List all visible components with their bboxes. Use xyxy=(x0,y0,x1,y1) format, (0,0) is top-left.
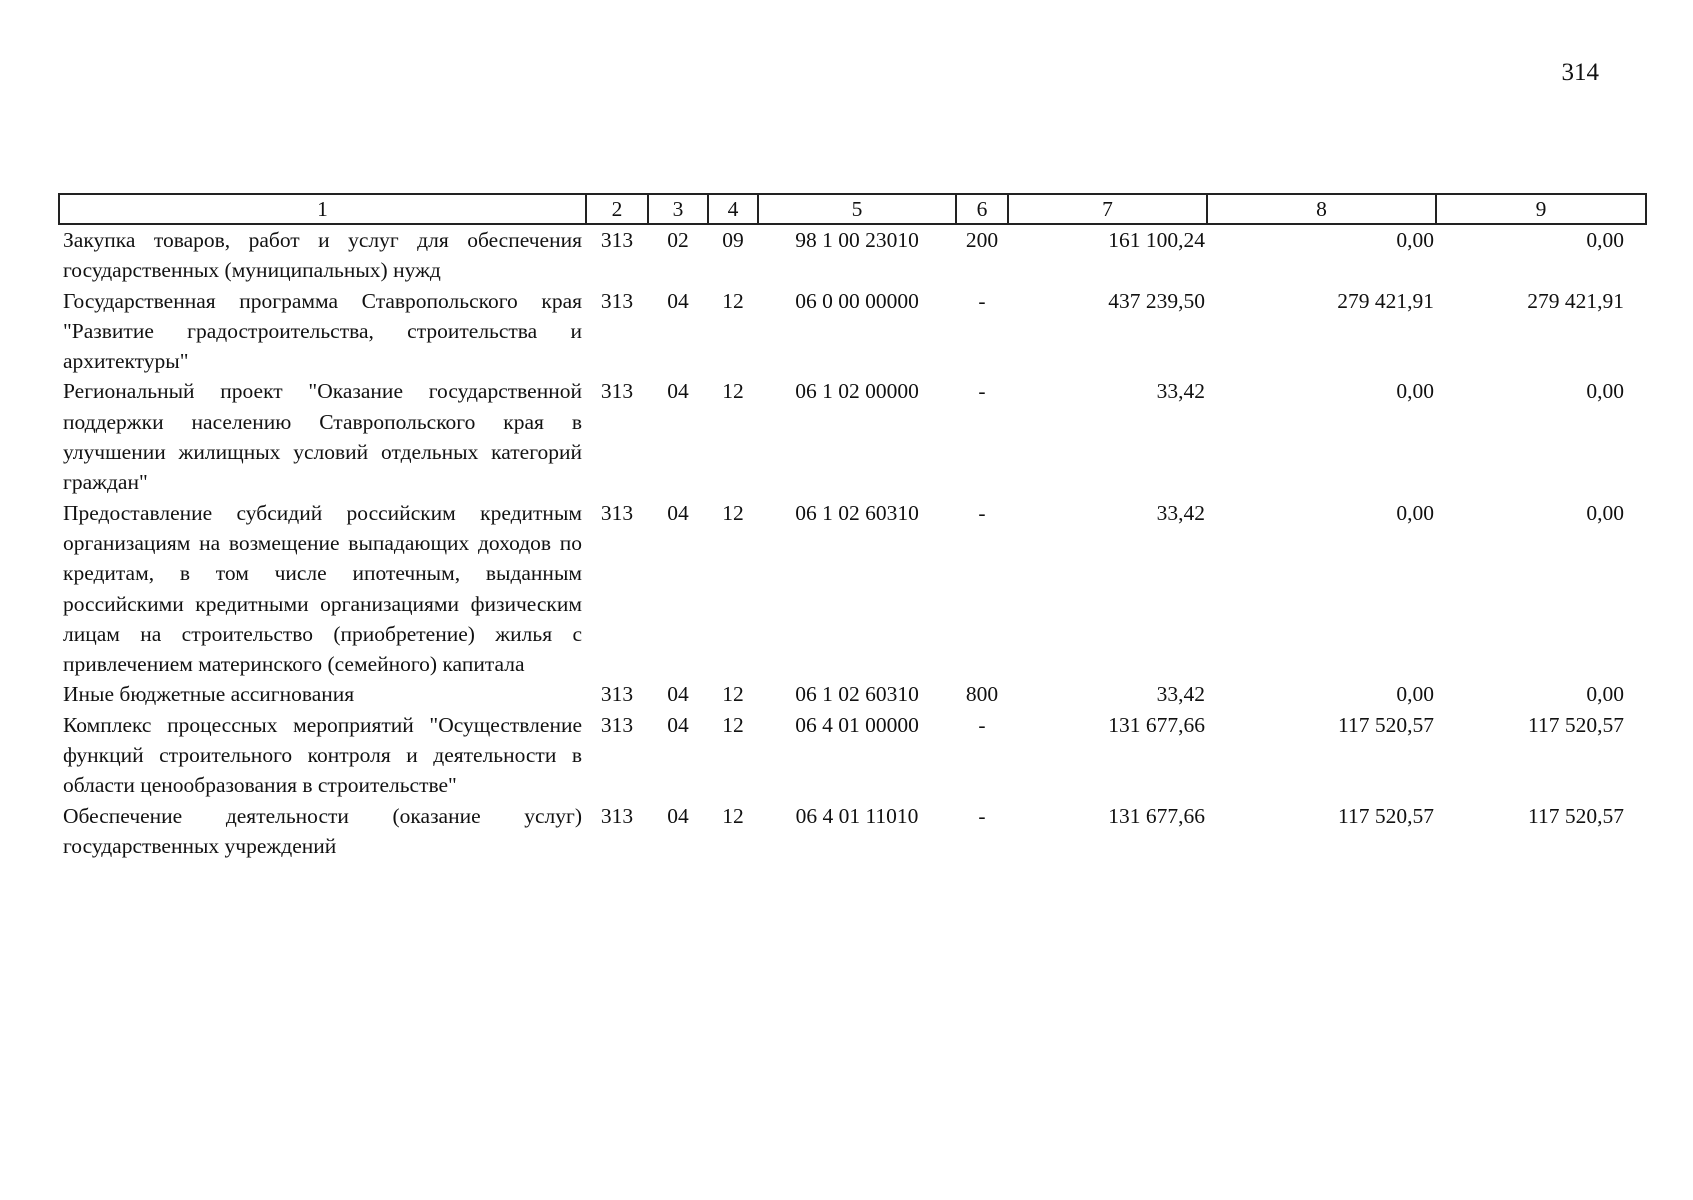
row-amount-7: 131 677,66 xyxy=(1108,803,1205,828)
column-header: 4 xyxy=(708,194,758,224)
row-amount-8: 0,00 xyxy=(1396,379,1434,404)
page-number: 314 xyxy=(1561,59,1599,86)
row-name: Предоставление субсидий российским кредитным организациям на возмещение выпадающих доходов по кредитам, в том числе ипотечным, выданным российскими кредитными организациями физическим лицам на строительство (приобретение) жилья с привлечением материнского (семейного) капитала xyxy=(63,500,582,677)
row-amount-9: 0,00 xyxy=(1586,379,1624,404)
budget-table xyxy=(58,193,1647,861)
row-code-2: 313 xyxy=(600,288,634,313)
row-amount-9: 117 520,57 xyxy=(1528,712,1624,737)
row-amount-7: 33,42 xyxy=(1156,682,1205,707)
row-amount-7: 33,42 xyxy=(1156,500,1205,525)
row-code-3: 04 xyxy=(667,379,689,404)
row-name: Обеспечение деятельности (оказание услуг) государственных учреждений xyxy=(63,803,582,858)
row-name: Иные бюджетные ассигнования xyxy=(63,682,355,707)
row-code-5: 06 1 02 60310 xyxy=(795,500,919,525)
row-code-5: 98 1 00 23010 xyxy=(795,228,919,252)
row-code-4: 12 xyxy=(722,803,744,828)
row-code-4: 12 xyxy=(722,379,744,404)
row-code-3: 04 xyxy=(667,500,689,525)
row-amount-9: 0,00 xyxy=(1586,228,1624,252)
row-code-4: 12 xyxy=(722,682,744,707)
row-name: Комплекс процессных мероприятий "Осуществление функций строительного контроля и деятельности в области ценообразования в строительстве" xyxy=(63,712,582,798)
row-amount-8: 117 520,57 xyxy=(1338,712,1434,737)
row-code-4: 12 xyxy=(722,288,744,313)
row-name: Закупка товаров, работ и услуг для обеспечения государственных (муниципальных) нужд xyxy=(63,228,582,283)
table-row xyxy=(59,801,1646,862)
row-code-5: 06 1 02 00000 xyxy=(795,379,919,404)
table-row xyxy=(59,376,1646,497)
row-amount-7: 33,42 xyxy=(1156,379,1205,404)
row-code-6: - xyxy=(978,712,986,737)
table-row xyxy=(59,710,1646,801)
row-amount-9: 0,00 xyxy=(1586,500,1624,525)
row-amount-8: 117 520,57 xyxy=(1338,803,1434,828)
row-code-2: 313 xyxy=(600,228,634,252)
table-row xyxy=(59,498,1646,680)
row-code-5: 06 4 01 11010 xyxy=(795,803,919,828)
row-amount-7: 131 677,66 xyxy=(1108,712,1205,737)
column-header: 6 xyxy=(956,194,1008,224)
row-amount-7: 437 239,50 xyxy=(1108,288,1205,313)
row-code-3: 04 xyxy=(667,288,689,313)
row-code-2: 313 xyxy=(600,379,634,404)
row-code-3: 04 xyxy=(667,803,689,828)
row-code-3: 04 xyxy=(667,682,689,707)
row-name: Государственная программа Ставропольского края "Развитие градостроительства, строительства и архитектуры" xyxy=(63,288,582,374)
row-code-4: 12 xyxy=(722,500,744,525)
row-code-3: 02 xyxy=(667,228,689,252)
row-amount-8: 0,00 xyxy=(1396,682,1434,707)
column-header: 2 xyxy=(586,194,648,224)
row-code-2: 313 xyxy=(600,803,634,828)
row-amount-9: 279 421,91 xyxy=(1527,288,1624,313)
row-code-6: 800 xyxy=(965,682,999,707)
row-amount-8: 279 421,91 xyxy=(1337,288,1434,313)
table-row xyxy=(59,224,1646,286)
row-code-5: 06 4 01 00000 xyxy=(795,712,919,737)
row-code-6: - xyxy=(978,379,986,404)
row-code-5: 06 1 02 60310 xyxy=(795,682,919,707)
row-code-4: 12 xyxy=(722,712,744,737)
row-code-4: 09 xyxy=(722,228,744,252)
row-amount-7: 161 100,24 xyxy=(1108,228,1205,252)
row-code-6: 200 xyxy=(965,228,999,252)
row-amount-8: 0,00 xyxy=(1396,500,1434,525)
row-code-6: - xyxy=(978,803,986,828)
column-header: 8 xyxy=(1207,194,1436,224)
row-code-6: - xyxy=(978,288,986,313)
row-amount-9: 117 520,57 xyxy=(1528,803,1624,828)
row-name: Региональный проект "Оказание государственной поддержки населению Ставропольского края в улучшении жилищных условий отдельных категорий граждан" xyxy=(63,379,582,495)
row-code-5: 06 0 00 00000 xyxy=(795,288,919,313)
column-header: 7 xyxy=(1008,194,1207,224)
row-code-2: 313 xyxy=(600,500,634,525)
table-row xyxy=(59,286,1646,377)
column-header: 1 xyxy=(59,194,586,224)
row-amount-8: 0,00 xyxy=(1396,228,1434,252)
column-header: 3 xyxy=(648,194,708,224)
table-header-row xyxy=(59,194,1646,224)
column-header: 5 xyxy=(758,194,956,224)
row-code-3: 04 xyxy=(667,712,689,737)
table-row xyxy=(59,679,1646,709)
row-code-2: 313 xyxy=(600,682,634,707)
row-amount-9: 0,00 xyxy=(1586,682,1624,707)
column-header: 9 xyxy=(1436,194,1646,224)
row-code-2: 313 xyxy=(600,712,634,737)
row-code-6: - xyxy=(978,500,986,525)
